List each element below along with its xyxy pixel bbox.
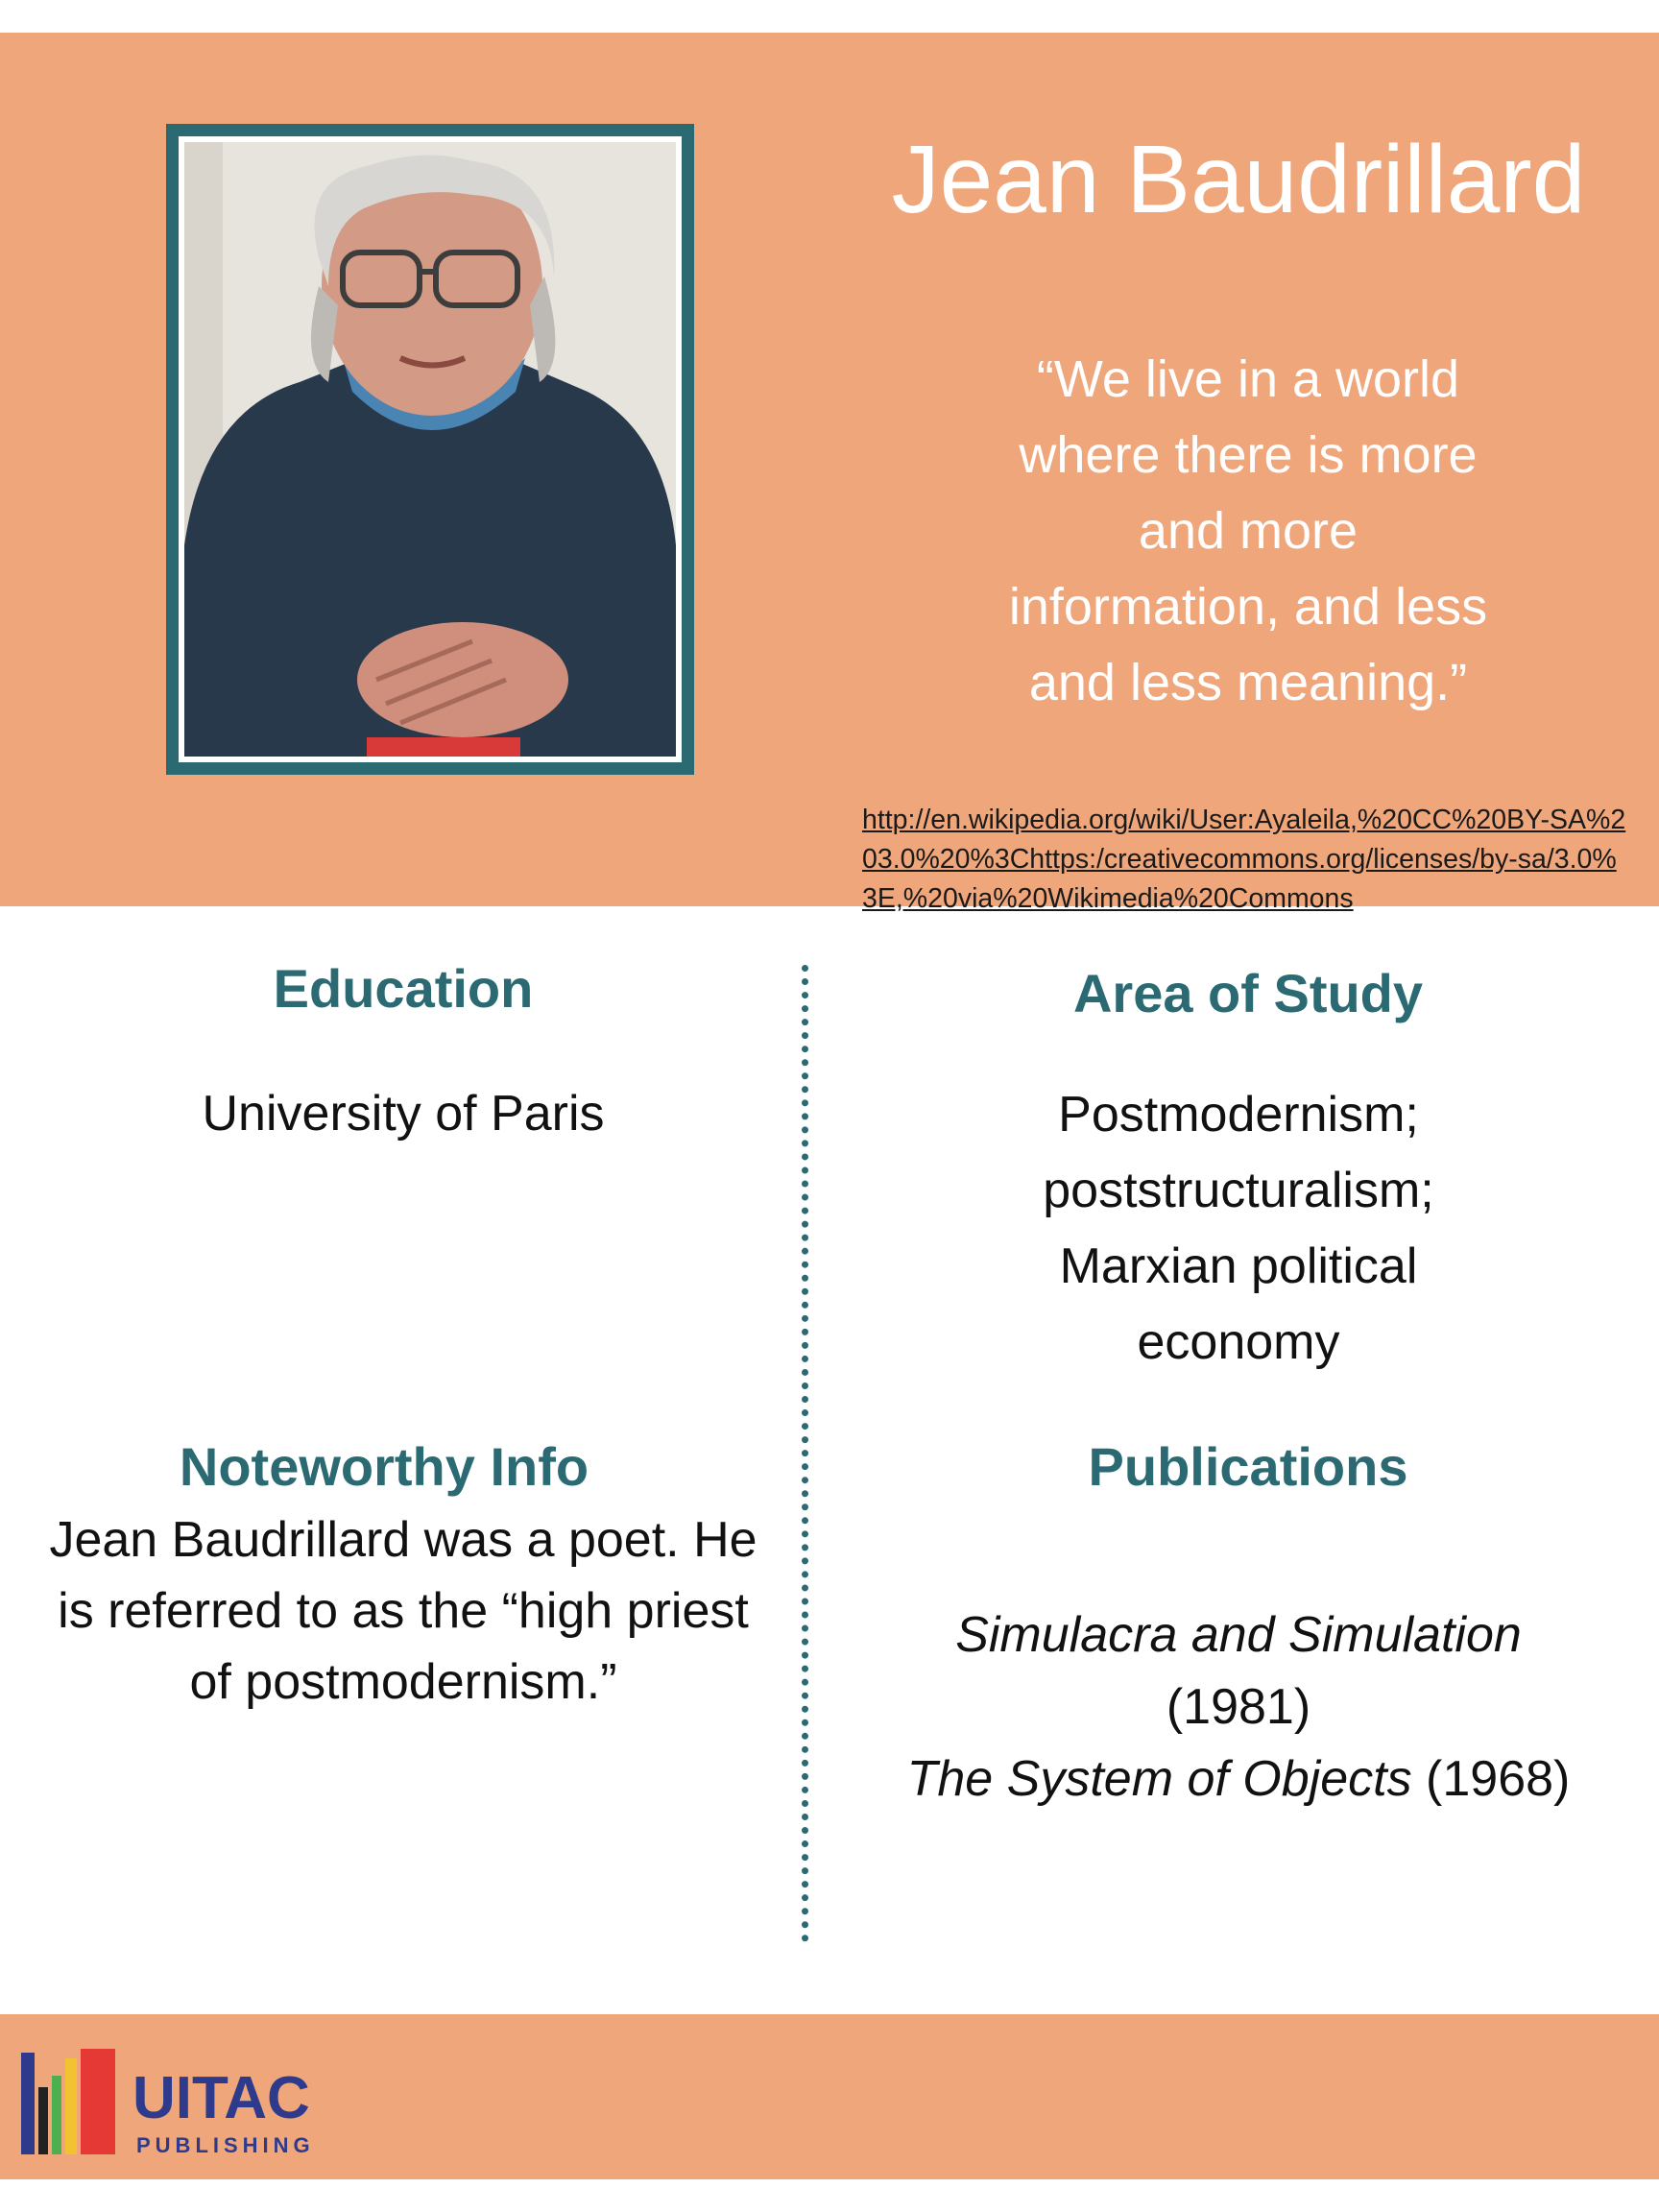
area-of-study-line: poststructuralism;: [1043, 1163, 1434, 1218]
noteworthy-line: of postmodernism.”: [189, 1654, 617, 1710]
area-of-study-body: [883, 1077, 1594, 1381]
noteworthy-line: is referred to as the “high priest: [58, 1583, 749, 1639]
area-of-study-line: Marxian political: [1059, 1238, 1418, 1294]
area-of-study-line: Postmodernism;: [1058, 1087, 1419, 1142]
area-of-study-heading: Area of Study: [1072, 963, 1424, 1023]
logo-wordmark: UITAC: [132, 2065, 310, 2131]
publication-year: (1968): [1411, 1751, 1571, 1807]
education-heading: Education: [273, 958, 534, 1019]
photo-credit-link[interactable]: http://en.wikipedia.org/wiki/User:Ayaleila,%20CC%20BY-SA%203.0%20%3Chttps:/creativecommons.org/licenses/by-sa/3.0%3E,%20via%20Wikimedia%20Commons: [862, 805, 1626, 914]
quote-line: and more: [1138, 502, 1358, 560]
publication-title: Simulacra and Simulation: [955, 1607, 1522, 1663]
publication-year: (1981): [1166, 1679, 1311, 1735]
quote: [922, 342, 1575, 721]
noteworthy-line: Jean Baudrillard was a poet. He: [49, 1512, 757, 1568]
noteworthy-body: [19, 1504, 787, 1718]
uitac-logo: [19, 2049, 326, 2160]
footer-banner: [0, 2014, 1659, 2179]
page-title: Jean Baudrillard: [891, 126, 1586, 233]
logo-subtext: PUBLISHING: [136, 2133, 315, 2157]
header-banner: [0, 33, 1659, 914]
quote-line: where there is more: [1019, 426, 1478, 484]
column-divider: [802, 965, 808, 1942]
quote-line: information, and less: [1008, 578, 1488, 636]
noteworthy-heading: Noteworthy Info: [179, 1436, 589, 1497]
portrait-photo: [184, 142, 676, 757]
portrait-mat: [179, 136, 682, 762]
education-body: University of Paris: [202, 1086, 605, 1142]
area-of-study-line: economy: [1137, 1314, 1340, 1370]
publications-body: [864, 1599, 1613, 1815]
quote-line: and less meaning.”: [1028, 654, 1468, 711]
publication-title: The System of Objects: [906, 1751, 1412, 1807]
quote-line: “We live in a world: [1036, 350, 1460, 408]
publications-heading: Publications: [1088, 1436, 1408, 1497]
portrait-frame: [166, 124, 694, 775]
